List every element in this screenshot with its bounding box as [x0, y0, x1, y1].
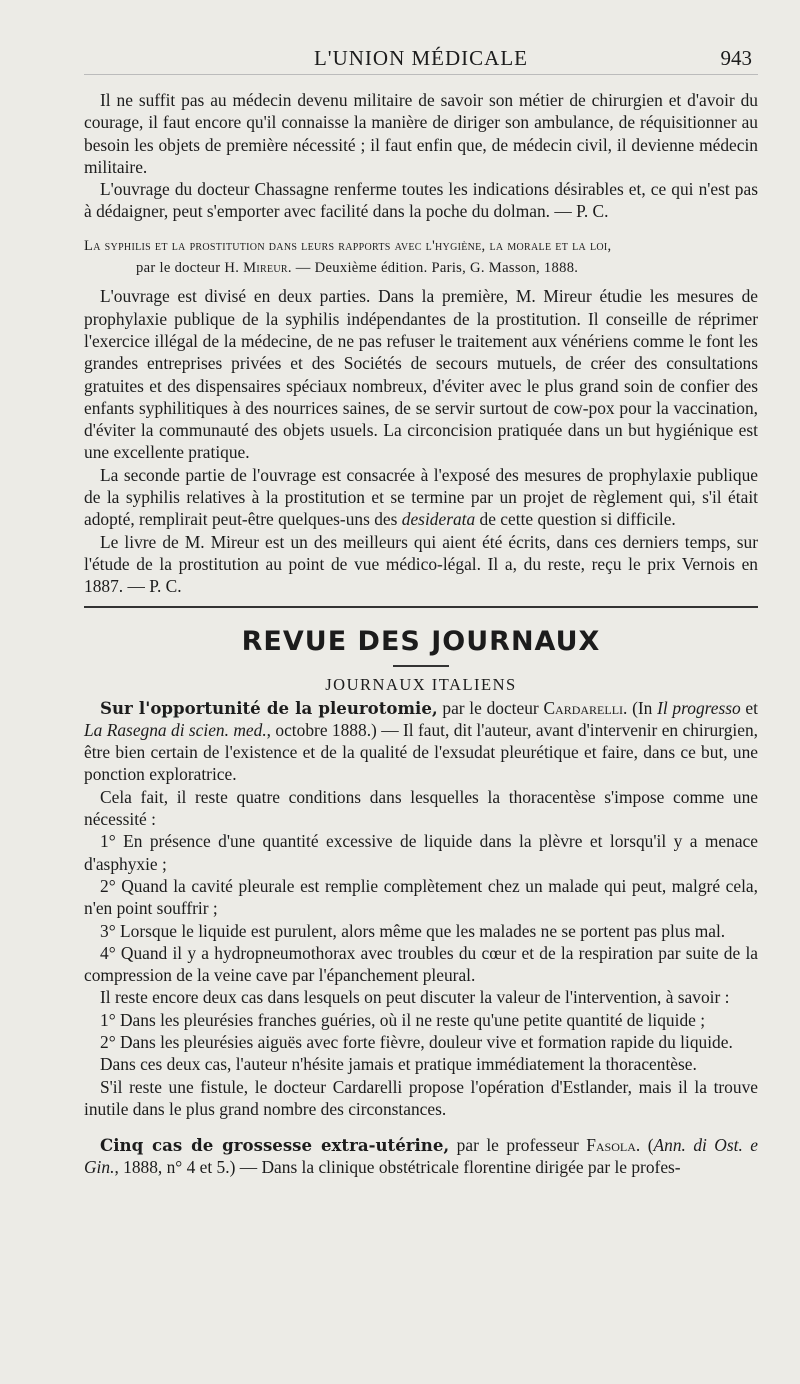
paragraph: Il reste encore deux cas dans lesquels on peut discuter la valeur de l'intervention, à savoir :	[100, 987, 730, 1008]
review-citation: La syphilis et la prostitution dans leurs rapports avec l'hygiène, la morale et la loi, par le docteur H. Mireur. — Deuxième édition. Paris, G. Masson, 1888.	[84, 237, 612, 277]
article-title: Sur l'opportunité de la pleurotomie,	[100, 697, 438, 718]
section-title: REVUE DES JOURNAUX	[241, 625, 601, 657]
paragraph: L'ouvrage du docteur Chassagne renferme toutes les indications désirables et, ce qui n'est pas à dédaigner, peut s'emporter avec facilité dans la poche du dolman. — P. C.	[84, 179, 758, 222]
section-divider	[84, 606, 758, 608]
paragraph: Dans ces deux cas, l'auteur n'hésite jamais et pratique immédiatement la thoracentèse.	[100, 1054, 697, 1075]
section-subtitle: JOURNAUX ITALIENS	[325, 674, 517, 694]
article-author: Fasola	[586, 1135, 636, 1156]
article-intro: Sur l'opportunité de la pleurotomie, par le docteur Cardarelli. (In Il progresso et La Rasegna di scien. med., octobre 1888.) — Il faut, dit l'auteur, avant d'intervenir en chirurgien, être bien certain de l'existence et de la qualité de l'exsudat pleurétique et faire, dans ce but, une ponction exploratrice.	[84, 697, 758, 785]
article-author: Cardarelli	[543, 697, 624, 718]
review-author: Mireur	[243, 260, 288, 277]
list-item: 1° Dans les pleurésies franches guéries, où il ne reste qu'une petite quantité de liquide ;	[100, 1009, 706, 1030]
list-item: 2° Dans les pleurésies aiguës avec forte fièvre, douleur vive et formation rapide du liquide.	[100, 1031, 733, 1052]
review-title: La syphilis et la prostitution dans leurs rapports avec l'hygiène, la morale et la loi,	[84, 237, 612, 254]
journal-title: L'UNION MÉDICALE	[313, 46, 528, 70]
paragraph: Le livre de M. Mireur est un des meilleurs qui aient été écrits, dans ces derniers temps, sur l'étude de la prostitution au point de vue médico-légal. Il a, du reste, reçu le prix Vernois en 1887. — P. C.	[84, 531, 758, 597]
running-head	[84, 44, 758, 75]
list-item: 4° Quand il y a hydropneumothorax avec troubles du cœur et de la respiration par suite de la compression de la veine cave par l'épanchement pleural.	[84, 942, 758, 986]
paragraph: La seconde partie de l'ouvrage est consacrée à l'exposé des mesures de prophylaxie publique de la syphilis relatives à la prostitution et se termine par un projet de règlement qui, s'il était adopté, remplirait peut-être quelques-uns des desiderata de cette question si difficile.	[84, 464, 758, 530]
paragraph: L'ouvrage est divisé en deux parties. Dans la première, M. Mireur étudie les mesures de prophylaxie publique de la syphilis indépendantes de la prostitution. Il conseille de réprimer l'exercice illégal de la médecine, de ne pas refuser le traitement aux vénériens comme le font les grandes entreprises privées et des Sociétés de secours mutuels, de créer des consultations gratuites et des dispensaires spéciaux nombreux, d'éviter avec le plus grand soin de confier des enfants syphilitiques à des nourrices saines, de se servir surtout de cow-pox pour la vaccination, d'éviter la communauté des objets usuels. La circoncision pratiquée dans un but hygiénique est une excellente pratique.	[84, 286, 758, 463]
paragraph: Cela fait, il reste quatre conditions dans lesquelles la thoracentèse s'impose comme une nécessité :	[84, 786, 758, 830]
paragraph: S'il reste une fistule, le docteur Cardarelli propose l'opération d'Estlander, mais il la trouve inutile dans le plus grand nombre des circonstances.	[84, 1076, 758, 1119]
list-item: 1° En présence d'une quantité excessive de liquide dans la plèvre et lorsqu'il y a menace d'asphyxie ;	[84, 831, 758, 874]
paragraph: Il ne suffit pas au médecin devenu militaire de savoir son métier de chirurgien et d'avoir du courage, il faut encore qu'il connaisse la manière de diriger son ambulance, de réquisitionner au besoin les objets de première nécessité ; il faut enfin que, de médecin civil, il devienne médecin militaire.	[84, 90, 758, 177]
article-title: Cinq cas de grossesse extra-utérine,	[100, 1135, 450, 1156]
short-divider	[393, 665, 449, 667]
article-intro: Cinq cas de grossesse extra-utérine, par le professeur Fasola. (Ann. di Ost. e Gin., 1888, n° 4 et 5.) — Dans la clinique obstétricale florentine dirigée par le profes-	[84, 1135, 758, 1178]
list-item: 2° Quand la cavité pleurale est remplie complètement chez un malade qui peut, malgré cela, n'en point souffrir ;	[84, 875, 758, 919]
page-number: 943	[720, 46, 752, 70]
list-item: 3° Lorsque le liquide est purulent, alors même que les malades ne se portent pas plus mal.	[100, 920, 726, 941]
